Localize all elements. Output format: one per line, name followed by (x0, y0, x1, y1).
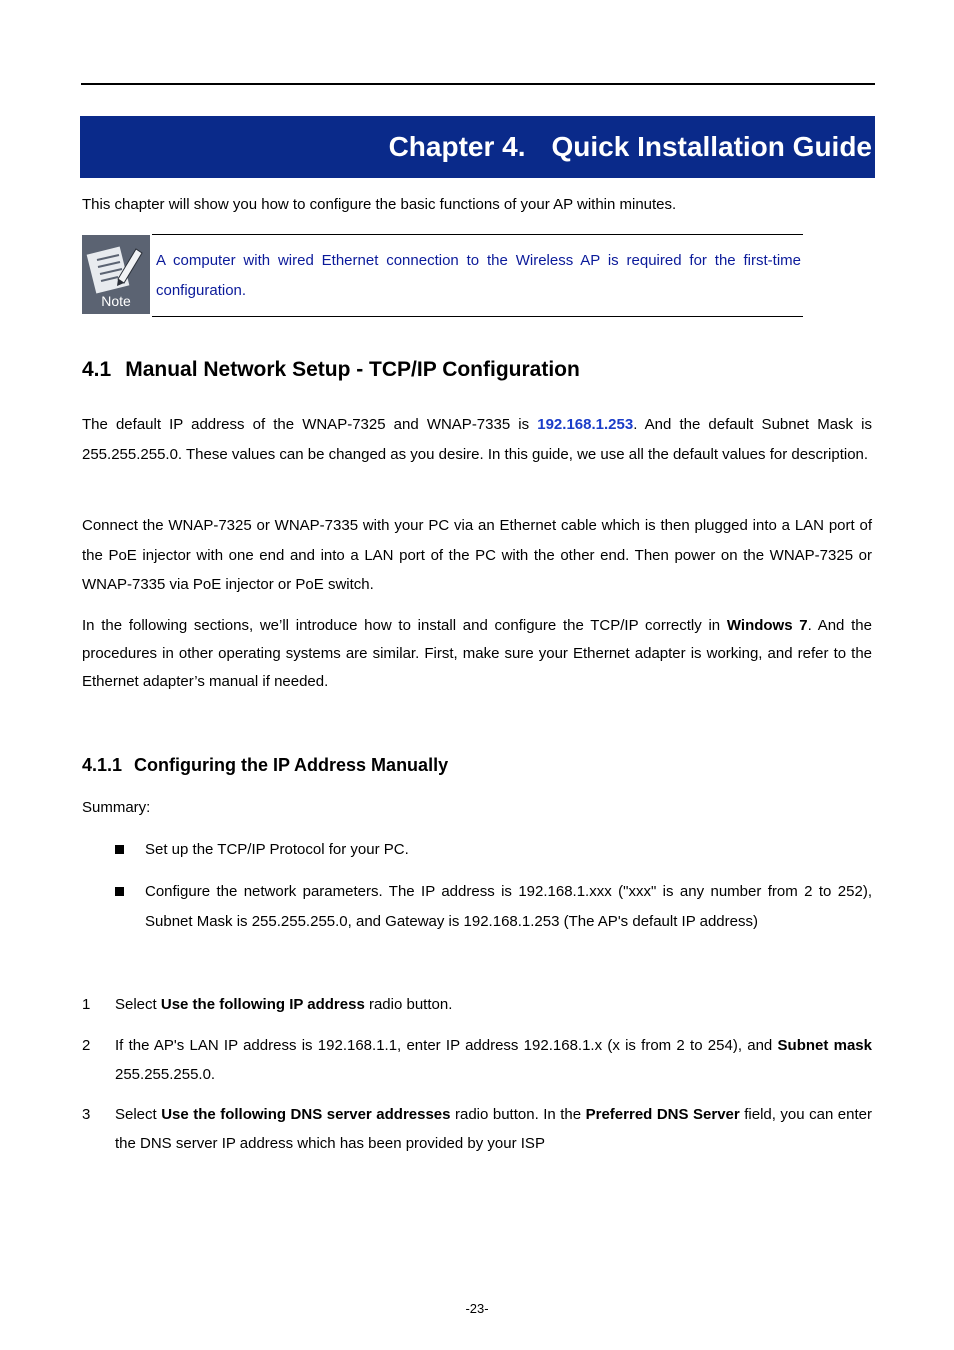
chapter-banner (80, 116, 875, 178)
para3-text-end: . And the procedures in other operating systems are similar. First, make sure your Ethernet adapter is working, and refer to the Ethernet adapter’s manual if needed. (82, 617, 872, 690)
subsection-number: 4.1.1 (82, 755, 123, 775)
subsection-title: Configuring the IP Address Manually (134, 755, 449, 775)
step-number: 1 (82, 996, 91, 1013)
paragraph-windows (82, 612, 872, 696)
section-title: Manual Network Setup - TCP/IP Configuration (125, 358, 580, 381)
chapter-number: Chapter 4. (388, 131, 526, 162)
page-number: -23- (465, 1301, 489, 1316)
step-text: Select Use the following IP address radio button. (115, 996, 453, 1013)
note-text: A computer with wired Ethernet connection to the Wireless AP is required for the first-time configuration. (156, 252, 801, 299)
section-number: 4.1 (82, 358, 112, 381)
section-heading (82, 358, 580, 382)
step-item (82, 990, 872, 1019)
paragraph-default-ip (82, 410, 872, 469)
summary-label: Summary: (82, 799, 151, 816)
step-text: If the AP's LAN IP address is 192.168.1.1, enter IP address 192.168.1.x (x is from 2 to 254), and Subnet mask 255.255.255.0. (115, 1037, 872, 1083)
list-item (115, 835, 872, 865)
subsection-heading (82, 755, 448, 776)
intro-paragraph: This chapter will show you how to configure the basic functions of your AP within minutes. (82, 196, 677, 213)
default-ip-address: 192.168.1.253 (537, 416, 634, 433)
note-box (82, 234, 803, 318)
note-rule-bottom (152, 316, 803, 317)
windows-version: Windows 7 (726, 617, 808, 634)
note-icon-label: Note (101, 293, 131, 309)
bullet-text: Configure the network parameters. The IP address is 192.168.1.xxx ("xxx" is any number from 2 to 252), Subnet Mask is 255.255.255.0, and Gateway is 192.168.1.253 (The AP's default IP address) (145, 883, 872, 930)
paragraph-connect: Connect the WNAP-7325 or WNAP-7335 with your PC via an Ethernet cable which is then plugged into a LAN port of the PoE injector with one end and into a LAN port of the PC with the other end. Then power on the WNAP-7325 or WNAP-7335 via PoE injector or PoE switch. (82, 517, 872, 593)
step-item (82, 1031, 872, 1089)
step-text: Select Use the following DNS server addresses radio button. In the Preferred DNS Server field, you can enter the DNS server IP address which has been provided by your ISP (115, 1106, 872, 1152)
note-icon (82, 235, 150, 314)
bullet-text: Set up the TCP/IP Protocol for your PC. (145, 841, 409, 858)
step-number: 3 (82, 1106, 91, 1123)
para3-text-start: In the following sections, we’ll introduce how to install and configure the TCP/IP correctly in (82, 617, 727, 634)
para1-text-end: . And the default Subnet Mask is 255.255.255.0. These values can be changed as you desire. In this guide, we use all the default values for description. (82, 416, 872, 463)
step-number: 2 (82, 1037, 91, 1054)
bullet-square-icon (115, 887, 124, 896)
chapter-title: Quick Installation Guide (551, 131, 872, 162)
para1-text-start: The default IP address of the WNAP-7325 and WNAP-7335 is (82, 416, 538, 433)
list-item (115, 877, 872, 936)
note-rule-top (152, 234, 803, 235)
bullet-square-icon (115, 845, 124, 854)
step-item (82, 1100, 872, 1158)
header-rule (81, 83, 875, 85)
